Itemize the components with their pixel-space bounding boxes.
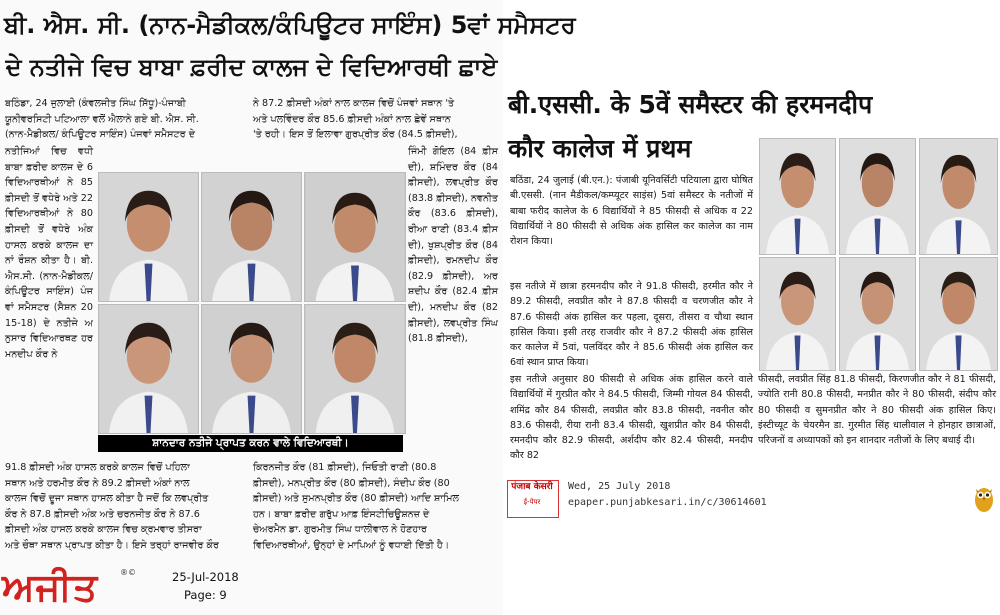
- pk-paragraph-1: बठिंडा, 24 जुलाई (बी.एन.): पंजाबी यूनिवर्सिटी पटियाला द्वारा घोषित बी.एससी. (नान मैडीकल/कम्प्यूटर साइंस) 5वां समैस्टर के नतीजों में बाबा फरीद कालेज के 6 विद्यार्थियों ने 85 फीसदी से अधिक व 22 विद्यार्थियों ने 80 फीसदी से अधिक अंक हासिल कर कालेज का नाम रोशन किया।: [510, 175, 753, 248]
- pk-paragraph-2: इस नतीजे में छात्रा हरमनदीप कौर ने 91.8 फीसदी, हरमीत कौर ने 89.2 फीसदी, लवप्रीत कौर ने 87.8 फीसदी व चरणजीत कौर ने 87.6 फीसदी अंक हासिल कर पहला, दूसरा, तीसरा व चौथा स्थान हासिल किया। इसी तरह राजवीर कौर ने 87.2 फीसदी अंक हासिल कर कालेज में 5वां, पलविंदर कौर ने 85.6 फीसदी अंक हासिल कर 6वां स्थान प्राप्त किया।: [510, 281, 753, 369]
- student-photo: [839, 138, 916, 255]
- portrait-icon: [920, 139, 997, 254]
- ajit-headline-line-2: ਦੇ ਨਤੀਜੇ ਵਿਚ ਬਾਬਾ ਫ਼ਰੀਦ ਕਾਲਜ ਦੇ ਵਿਦਿਆਰਥੀ ਛਾਏ: [5, 53, 498, 81]
- student-photo: [304, 304, 406, 434]
- student-photo: [304, 172, 406, 302]
- portrait-icon: [305, 305, 405, 433]
- portrait-icon: [840, 258, 915, 370]
- student-photo: [201, 304, 302, 434]
- student-photo: [919, 257, 998, 371]
- ajit-narrow-column: ਨਤੀਜਿਆਂ ਵਿਚ ਵਧੀ ਬਾਬਾ ਫ਼ਰੀਦ ਕਾਲਜ ਦੇ 6 ਵਿਦਿਆਰਥੀਆਂ ਨੇ 85 ਫ਼ੀਸਦੀ ਤੋਂ ਵਧੇਰੇ ਅਤੇ 22 ਵਿਦਿਆਰਥੀਆਂ ਨੇ 80 ਫ਼ੀਸਦੀ ਤੋਂ ਵਧੇਰੇ ਅੰਕ ਹਾਸਲ ਕਰਕੇ ਕਾਲਜ ਦਾ ਨਾਂ ਰੌਸ਼ਨ ਕੀਤਾ ਹੈ। ਬੀ.ਐਸ.ਸੀ. (ਨਾਨ-ਮੈਡੀਕਲ/ਕੰਪਿਊਟਰ ਸਾਇੰਸ) ਪੰਜਵਾਂ ਸਮੈਸਟਰ (ਸੈਸ਼ਨ 2015-18) ਦੇ ਨਤੀਜੇ ਅਨੁਸਾਰ ਵਿਦਿਆਰਥਣ ਹਰਮਨਦੀਪ ਕੌਰ ਨੇ: [5, 146, 93, 360]
- student-photo: [98, 304, 199, 434]
- ajit-page-number: Page: 9: [184, 588, 227, 602]
- punjab-kesari-brand-name: पंजाब केसरी: [511, 482, 553, 492]
- pk-epaper-url: epaper.punjabkesari.in/c/30614601: [568, 497, 767, 508]
- student-photo: [201, 172, 302, 302]
- portrait-icon: [202, 173, 301, 301]
- portrait-icon: [840, 139, 915, 254]
- student-photo: [759, 138, 836, 255]
- portrait-icon: [760, 258, 835, 370]
- portrait-icon: [920, 258, 997, 370]
- student-photo: [919, 138, 998, 255]
- ajit-bottom-right-text: ਕਿਰਨਜੀਤ ਕੌਰ (81 ਫ਼ੀਸਦੀ), ਜਿਓਤੀ ਰਾਣੀ (80.8 ਫ਼ੀਸਦੀ), ਮਨਪ੍ਰੀਤ ਕੌਰ (80 ਫ਼ੀਸਦੀ), ਸੰਦੀਪ ਕੌਰ (80 ਫ਼ੀਸਦੀ) ਅਤੇ ਸੁਮਨਪ੍ਰੀਤ ਕੌਰ (80 ਫ਼ੀਸਦੀ) ਆਦਿ ਸ਼ਾਮਿਲ ਹਨ। ਬਾਬਾ ਫ਼ਰੀਦ ਗਰੁੱਪ ਆਫ਼ ਇੰਸਟੀਚਿਊਸ਼ਨਜ਼ ਦੇ ਚੇਅਰਮੈਨ ਡਾ. ਗੁਰਮੀਤ ਸਿੰਘ ਧਾਲੀਵਾਲ ਨੇ ਹੋਣਹਾਰ ਵਿਦਿਆਰਥੀਆਂ, ਉਨ੍ਹਾਂ ਦੇ ਮਾਪਿਆਂ ਨੂੰ ਵਧਾਈ ਦਿੱਤੀ ਹੈ।: [253, 462, 460, 551]
- portrait-icon: [99, 305, 198, 433]
- ajit-intro-text: ਬਠਿੰਡਾ, 24 ਜੁਲਾਈ (ਕੰਵਲਜੀਤ ਸਿੰਘ ਸਿੱਧੂ)-ਪੰਜਾਬੀ ਯੂਨੀਵਰਸਿਟੀ ਪਟਿਆਲਾ ਵਲੋਂ ਐਲਾਨੇ ਗਏ ਬੀ. ਐਸ. ਸੀ. (ਨਾਨ-ਮੈਡੀਕਲ/ ਕੰਪਿਊਟਰ ਸਾਇੰਸ) ਪੰਜਵਾਂ ਸਮੈਸਟਰ ਦੇ: [5, 98, 199, 141]
- owl-icon: [973, 483, 995, 513]
- ajit-headline-line-1: ਬੀ. ਐਸ. ਸੀ. (ਨਾਨ-ਮੈਡੀਕਲ/ਕੰਪਿਊਟਰ ਸਾਇੰਸ) 5ਵਾਂ ਸਮੈਸਟਰ: [4, 11, 576, 39]
- ajit-date: 25-Jul-2018: [172, 570, 239, 584]
- ajit-right-column: ਜਿੰਮੀ ਗੋਇਲ (84 ਫ਼ੀਸਦੀ), ਸ਼ਮਿੰਦਰ ਕੌਰ (84 ਫ਼ੀਸਦੀ), ਲਵਪ੍ਰੀਤ ਕੌਰ (83.8 ਫ਼ੀਸਦੀ), ਨਵਨੀਤ ਕੌਰ (83.6 ਫ਼ੀਸਦੀ), ਰੀਆ ਰਾਣੀ (83.4 ਫ਼ੀਸਦੀ), ਖੁਸ਼ਪ੍ਰੀਤ ਕੌਰ (84 ਫ਼ੀਸਦੀ), ਰਮਨਦੀਪ ਕੌਰ (82.9 ਫ਼ੀਸਦੀ), ਅਰਸ਼ਦੀਪ ਕੌਰ (82.4 ਫ਼ੀਸਦੀ), ਮਨਦੀਪ ਕੌਰ (82 ਫ਼ੀਸਦੀ), ਲਵਪ੍ਰੀਤ ਸਿੰਘ (81.8 ਫ਼ੀਸਦੀ),: [408, 146, 498, 345]
- student-photo: [759, 257, 836, 371]
- portrait-icon: [305, 173, 405, 301]
- ajit-top-right-text: ਨੇ 87.2 ਫ਼ੀਸਦੀ ਅੰਕਾਂ ਨਾਲ ਕਾਲਜ ਵਿਚੋਂ ਪੰਜਵਾਂ ਸਥਾਨ 'ਤੇ ਅਤੇ ਪਲਵਿੰਦਰ ਕੌਰ 85.6 ਫ਼ੀਸਦੀ ਅੰਕਾਂ ਨਾਲ ਛੇਵੇਂ ਸਥਾਨ 'ਤੇ ਰਹੀ। ਇਸ ਤੋਂ ਇਲਾਵਾ ਗੁਰਪ੍ਰੀਤ ਕੌਰ (84.5 ਫ਼ੀਸਦੀ),: [253, 98, 458, 141]
- portrait-icon: [202, 305, 301, 433]
- ajit-bottom-left-text: 91.8 ਫ਼ੀਸਦੀ ਅੰਕ ਹਾਸਲ ਕਰਕੇ ਕਾਲਜ ਵਿਚੋਂ ਪਹਿਲਾ ਸਥਾਨ ਅਤੇ ਹਰਮੀਤ ਕੌਰ ਨੇ 89.2 ਫ਼ੀਸਦੀ ਅੰਕਾਂ ਨਾਲ ਕਾਲਜ ਵਿਚੋਂ ਦੂਜਾ ਸਥਾਨ ਹਾਸਲ ਕੀਤਾ ਹੈ ਜਦੋਂ ਕਿ ਲਵਪ੍ਰੀਤ ਕੌਰ ਨੇ 87.8 ਫ਼ੀਸਦੀ ਅੰਕ ਅਤੇ ਚਰਨਜੀਤ ਕੌਰ ਨੇ 87.6 ਫ਼ੀਸਦੀ ਅੰਕ ਹਾਸਲ ਕਰਕੇ ਕਾਲਜ ਵਿਚ ਕ੍ਰਮਵਾਰ ਤੀਸਰਾ ਅਤੇ ਚੌਥਾ ਸਥਾਨ ਪ੍ਰਾਪਤ ਕੀਤਾ ਹੈ। ਇਸੇ ਤਰ੍ਹਾਂ ਰਾਜਵੀਰ ਕੌਰ: [5, 462, 219, 551]
- student-photo: [839, 257, 916, 371]
- portrait-icon: [99, 173, 198, 301]
- pk-headline-line-1: बी.एससी. के 5वें समैस्टर की हरमनदीप: [508, 90, 873, 119]
- ajit-logo: ਅਜੀਤ ®©: [2, 565, 136, 609]
- portrait-icon: [760, 139, 835, 254]
- pk-edition-date: Wed, 25 July 2018: [568, 481, 671, 492]
- pk-paragraph-4: फीसदी, लवप्रीत सिंह 81.8 फीसदी, किरणजीत कौर ने 81 फीसदी, ज्योति रानी 80.8 फीसदी, मनप्रीत कौर ने 80 फीसदी, संदीप कौर 80 फीसदी व सुमनप्रीत कौर ने 80 फीसदी अंक हासिल किए। इंस्टीच्यूट के चेयरमैन डा. गुरमीत सिंह धालीवाल ने होनहार छात्राओं, परिजनों व अध्यापकों को इन शानदार नतीजों के लिए बधाई दी।: [758, 374, 996, 447]
- pk-paragraph-3: इस नतीजे अनुसार 80 फीसदी से अधिक अंक हासिल करने वाले विद्यार्थियों में गुरप्रीत कौर ने 84.5 फीसदी, जिम्मी गोयल 84 फीसदी, शमिंद्र कौर 84 फीसदी, लवप्रीत कौर 83.8 फीसदी, नवनीत कौर 83.6 फीसदी, रीया रानी 83.4 फीसदी, खुशप्रीत कौर 84 फीसदी, रमनदीप कौर 82.9 फीसदी, अर्शदीप कौर 82.4 फीसदी, मनदीप कौर 82: [510, 374, 753, 462]
- student-photo: [98, 172, 199, 302]
- photo-caption: ਸ਼ਾਨਦਾਰ ਨਤੀਜੇ ਪ੍ਰਾਪਤ ਕਰਨ ਵਾਲੇ ਵਿਦਿਆਰਥੀ।: [98, 435, 403, 452]
- pk-headline-line-2: कौर कालेज में प्रथम: [508, 134, 692, 163]
- punjab-kesari-brand-sub: ई-पेपर: [523, 498, 541, 506]
